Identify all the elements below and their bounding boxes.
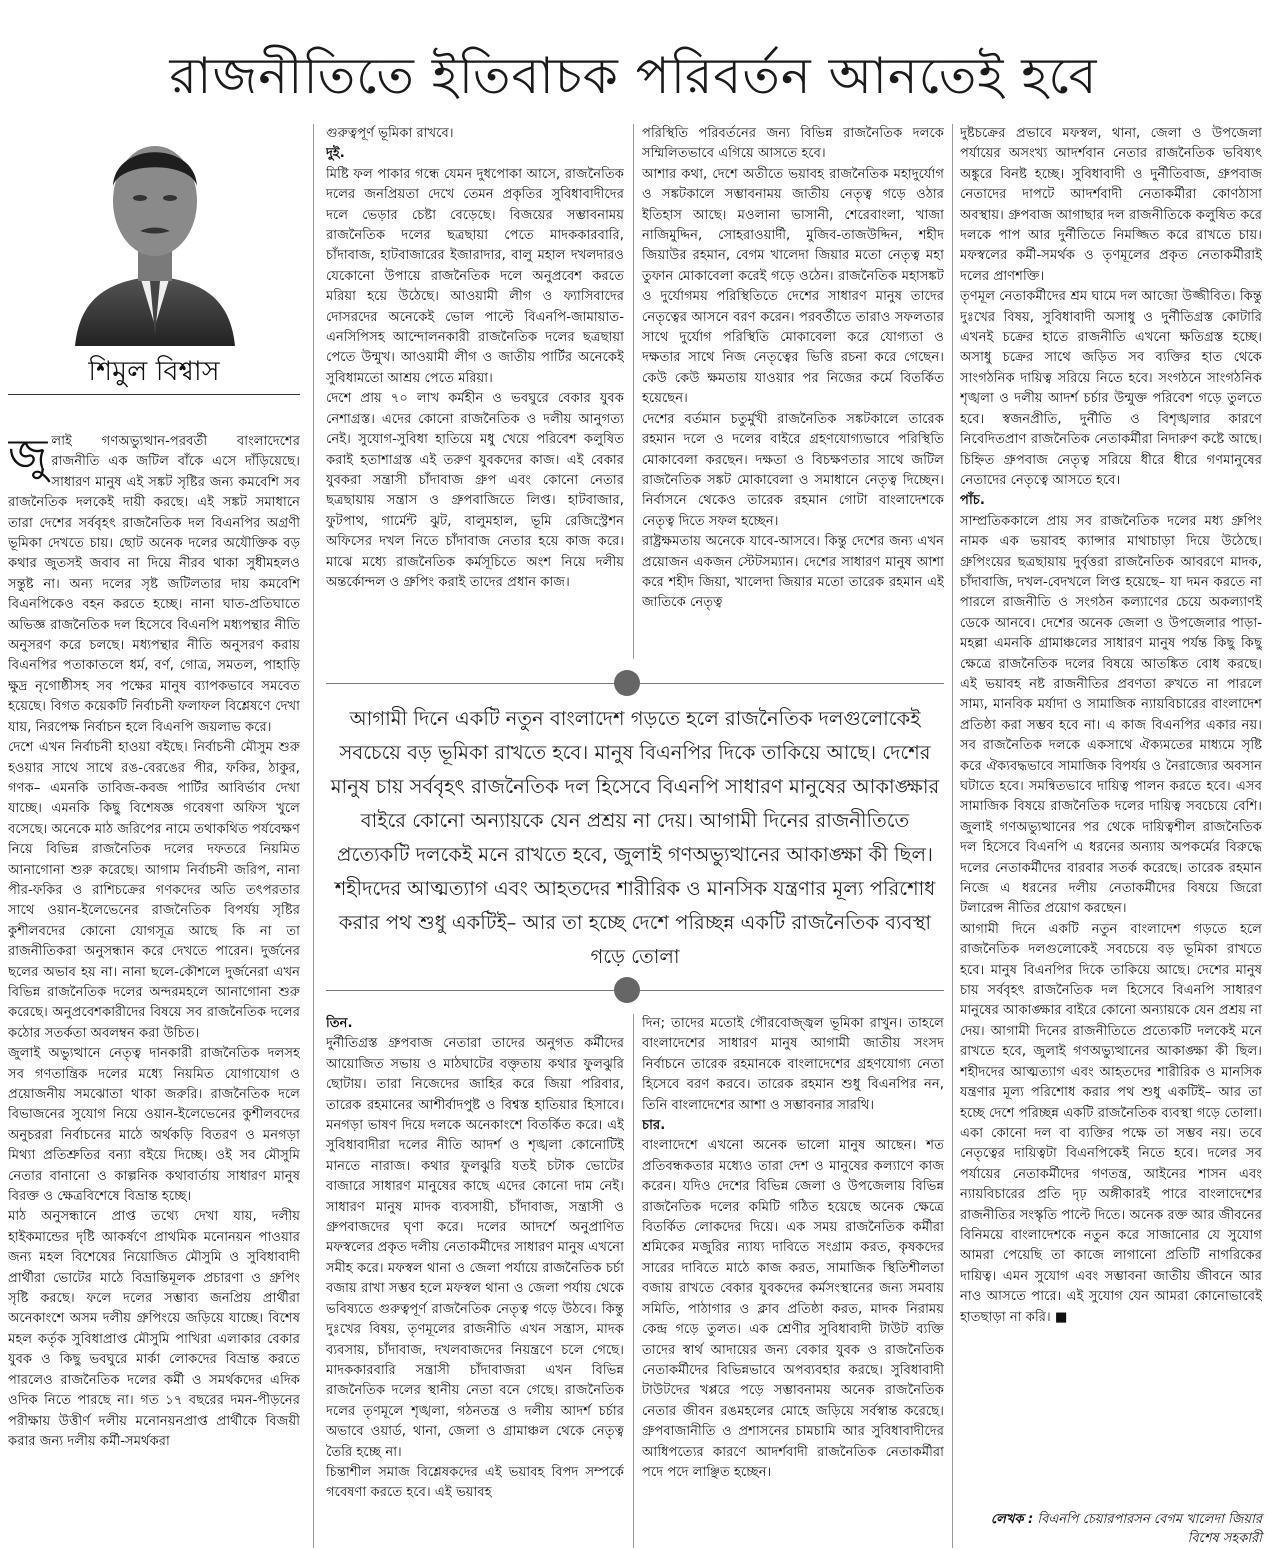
paragraph: মিষ্টি ফল পাকার গন্ধে যেমন দুধপোকা আসে, রাজনৈতিক দলের জনপ্রিয়তা দেখে তেমন প্রকৃতির সুবিধাবাদীদের দলে ভেড়ার চেষ্টা বেড়েছে। বিজয়ের সম্ভাবনাময় রাজনৈতিক দলের ছত্রছায়া পেতে মাদককারবারি, চাঁদাবাজ, হাটবাজারের ইজারাদার, বালু মহাল দখলদারও যেকোনো উপায়ে রাজনৈতিক দলে অনুপ্রবেশ করতে মরিয়া হয়ে উঠেছে। আওয়ামী লীগ ও ফ্যাসিবাদের দোসরদের অনেকেই ভোল পাল্টে বিএনপি-জামায়াত-এনসিপিসহ আন্দোলনকারী রাজনৈতিক দলের ছত্রছায়া পেতে উন্মুখ। আওয়ামী লীগ ও জাতীয় পার্টির অনেকেই সুবিধামতো আশ্রয় পেতে মরিয়া। [326,166,624,386]
pull-quote: আগামী দিনে একটি নতুন বাংলাদেশ গড়তে হলে রাজনৈতিক দলগুলোকেই সবচেয়ে বড় ভূমিকা রাখতে হবে। মানুষ বিএনপির দিকে তাকিয়ে আছে। দেশের মানুষ চায় সর্ববৃহৎ রাজনৈতিক দল হিসেবে বিএনপি সাধারণ মানুষের আকাঙ্ক্ষার বাইরে কোনো অন্যায়কে যেন প্রশ্রয় না দেয়। আগামী দিনের রাজনীতিতে প্রত্যেকটি দলকেই মনে রাখতে হবে, জুলাই গণঅভ্যুত্থানের আকাঙ্ক্ষা কী ছিল। শহীদদের আত্মত্যাগ এবং আহতদের শারীরিক ও মানসিক যন্ত্রণার মূল্য পরিশোধ করার পথ শুধু একটিই– আর তা হচ্ছে দেশে পরিচ্ছন্ন একটি রাজনৈতিক ব্যবস্থা গড়ে তোলা [330,707,940,968]
column-divider [313,124,314,1548]
headline: রাজনীতিতে ইতিবাচক পরিবর্তন আনতেই হবে [169,46,1098,105]
section-heading: চার. [642,1118,666,1134]
paragraph: আশার কথা, দেশে অতীতে ভয়াবহ রাজনৈতিক মহাদুর্যোগ ও সঙ্কটকালে সম্ভাবনাময় জাতীয় নেতৃত্ব গড়ে ওঠার ইতিহাস আছে। মওলানা ভাসানী, শেরেবাংলা, খাজা নাজিমুদ্দিন, সোহরাওয়ার্দী, মুজিব-তাজউদ্দিন, শহীদ জিয়াউর রহমান, বেগম খালেদা জিয়ার মতো নেতৃত্ব মহা তুফান মোকাবেলা করেই গড়ে ওঠেন। রাজনৈতিক মহাসঙ্কট ও দুর্যোগময় পরিস্থিতিতে দেশের সাধারণ মানুষ তাদের নেতৃত্বের আসনে বরণ করেন। পরবর্তীতে তারাও সফলতার সাথে দুর্যোগ পরিস্থিতি মোকাবেলা করে যোগ্যতা ও দক্ষতার সাথে নিজ নেতৃত্বের ভিত্তি রচনা করে গেছেন। কেউ কেউ ক্ষমতায় যাওয়ার পর নিজের কর্মে বিতর্কিত হয়েছেন। [642,166,944,407]
article-column-2-bottom [326,1014,624,1548]
paragraph: সাম্প্রতিককালে প্রায় সব রাজনৈতিক দলের মধ্য গ্রুপিং নামক এক ভয়াবহ ক্যান্সার মাথাচাড়া দিয়ে উঠেছে। গ্রুপিংয়ের ছত্রছায়ায় দুর্বৃত্তরা রাজনৈতিক আবরণে মাদক, চাঁদাবাজি, দখল-বেদখলে লিপ্ত হয়েছে– যা দমন করতে না পারলে রাজনীতি ও সংগঠন কল্যাণের চেয়ে অকল্যাণই ডেকে আনবে। দেশের অনেক জেলা ও উপজেলার পাড়া-মহল্লা এমনকি গ্রামাঞ্চলের সাধারণ মানুষ পর্যন্ত কিছু কিছু ক্ষেত্রে রাজনৈতিক দলের বিষয়ে আতঙ্কিত বোধ করছে। এই ভয়াবহ নষ্ট রাজনীতির প্রবণতা রুখতে না পারলে সাম্য, মানবিক মর্যাদা ও সামাজিক ন্যায়বিচারের বাংলাদেশ প্রতিষ্ঠা করা সম্ভব হবে না। এ কাজ বিএনপির একার নয়। সব রাজনৈতিক দলকে একসাথে ঐক্যমতের মাধ্যমে সৃষ্টি করে ঐক্যবদ্ধভাবে সামাজিক বিপর্যয় ও নৈরাজ্যের অবসান ঘটাতে হবে। সমন্বিতভাবে দায়িত্ব পালন করতে হবে। এসব সামাজিক বিষয়ে রাজনৈতিক দলের দায়িত্ব সবচেয়ে বেশি। জুলাই গণঅভ্যুত্থানের পর থেকে দায়িত্বশীল রাজনৈতিক দল হিসেবে বিএনপি এ ধরনের অন্যায় অপকর্মের বিরুদ্ধে দলের নেতাকর্মীদের বারবার সতর্ক করেছে। তারেক রহমান নিজে এ ধরনের দলীয় নেতাকর্মীদের বিষয়ে জিরো টলারেন্স নীতির প্রয়োগ করছেন। [960,513,1262,917]
paragraph: দেশের বর্তমান চতুর্মুখী রাজনৈতিক সঙ্কটকালে তারেক রহমান দলে ও দলের বাইরে গ্রহণযোগ্যভাবে পরিস্থিতি মোকাবেলা করছেন। দক্ষতা ও বিচক্ষণতার সাথে জটিল রাজনৈতিক সঙ্কট মোকাবেলা ও সমাধানে নেতৃত্ব দিচ্ছেন। নির্বাসনে থেকেও তারেক রহমান গোটা বাংলাদেশকে নেতৃত্ব দিতে সফল হচ্ছেন। [642,411,944,529]
divider [8,394,300,395]
column-divider [633,124,634,659]
paragraph: দেশে এখন নির্বাচনী হাওয়া বইছে। নির্বাচনী মৌসুম শুরু হওয়ার সাথে সাথে রঙ-বেরঙের পীর, ফকির, ঠাকুর, গণক– এমনকি তাবিজ-কবজ পার্টির আবির্ভাব দেখা যাচ্ছে। এমনকি কিছু বিশেষজ্ঞ গবেষণা অফিস খুলে বসেছে। অনেকে মাঠ জরিপের নামে তথাকথিত পর্যবেক্ষণ নিয়ে বিভিন্ন রাজনৈতিক দলের দফতরে নিয়মিত আনাগোনা শুরু করেছে। আগাম নির্বাচনী জরিপ, নানা পীর-ফকির ও রাশিচক্রের গণকদের অতি তৎপরতার সাথে ওয়ান-ইলেভেনের রাজনৈতিক বিপর্যয় সৃষ্টির কুশীলবদের কোনো যোগসূত্র আছে কি না তা রাজনীতিকরা অনুসন্ধান করে দেখতে পারেন। দুর্জনের ছলের অভাব হয় না। নানা ছলে-কৌশলে দুর্জনেরা এখন বিভিন্ন রাজনৈতিক দলের অন্দরমহলে আনাগোনা শুরু করেছে। অনুপ্রবেশকারীদের বিষয়ে সব রাজনৈতিক দলের কঠোর সতর্কতা অবলম্বন করা উচিত। [8,740,300,1041]
paragraph: দুষ্টচক্রের প্রভাবে মফস্বল, থানা, জেলা ও উপজেলা পর্যায়ের অসংখ্য আদর্শবান নেতার রাজনৈতিক ভবিষ্যৎ অঙ্কুরে বিনষ্ট হচ্ছে। সুবিধাবাদী ও দুর্নীতিবাজ, গ্রুপবাজ নেতাদের দাপটে আদর্শবাদী নেতাকর্মীরা কোণঠাসা অবস্থায়। গ্রুপবাজ আগাছার দল রাজনীতিকে কলুষিত করে দলকে পাপ আর দুর্নীতিতে নিমজ্জিত করে রাখতে চায়। মফস্বলের কর্মী-সমর্থক ও তৃণমূলের প্রকৃত নেতাকর্মীরাই দলের প্রাণশক্তি। [960,126,1262,284]
column-divider [952,124,953,1548]
article-column-4 [960,124,1262,1504]
article-column-3-bottom [642,1014,944,1548]
pullquote-dot-icon [614,977,640,1003]
paragraph: বাংলাদেশে এখনো অনেক ভালো মানুষ আছেন। শত প্রতিবন্ধকতার মধ্যেও তারা দেশ ও মানুষের কল্যাণে কাজ করেন। যদিও দেশের বিভিন্ন জেলা ও উপজেলায় বিভিন্ন রাজনৈতিক দলের কমিটি গঠিত হয়েছে অনেক ক্ষেত্রে বিতর্কিত লোকদের দিয়ে। এক সময় রাজনৈতিক কর্মীরা শ্রমিকের মজুরির ন্যায্য দাবিতে সংগ্রাম করত, কৃষকদের সারের দাবিতে মাঠে কাজ করত, সামাজিক স্থিতিশীলতা বজায় রাখতে বেকার যুবকদের কর্মসংস্থানের জন্য সমবায় সমিতি, পাঠাগার ও ক্লাব প্রতিষ্ঠা করত, মাদক নিরাময় কেন্দ্র গড়ে তুলত। এক শ্রেণীর সুবিধাবাদী টাউট ব্যক্তি তাদের স্বার্থ আদায়ের জন্য বেকার যুবক ও রাজনৈতিক নেতাকর্মীদের বিভিন্নভাবে অপব্যবহার করছে। সুবিধাবাদী টাউটদের খপ্পরে পড়ে সম্ভাবনাময় অনেক রাজনৈতিক নেতার জীবন রঙমহলের মোহে জড়িয়ে সর্বস্বান্ত করেছে। গ্রুপবাজানীতি ও প্রশাসনের চামচামি আর সুবিধাবাদীদের আধিপত্যের কারণে আদর্শবাদী রাজনৈতিক নেতাকর্মীরা পদে পদে লাঞ্ছিত হচ্ছেন। [642,1138,944,1480]
article-column-3-top [642,124,944,656]
author-note-text: বিএনপি চেয়ারপারসন বেগম খালেদা জিয়ার বিশেষ সহকারী [1037,1512,1262,1546]
drop-cap: জু [8,432,48,481]
paragraph: তৃণমূল নেতাকর্মীদের শ্রম ঘামে দল আজো উজ্জীবিত। কিন্তু দুঃখের বিষয়, সুবিধাবাদী অসাধু ও দুর্নীতিগ্রস্ত কোটারি এখনই চক্রের হাতে রাজনীতি এখনো ক্ষতিগ্রস্ত হচ্ছে। অসাধু চক্রের সাথে জড়িত সব ব্যক্তির হাত থেকে সাংগঠনিক দায়িত্ব সরিয়ে নিতে হবে। সংগঠনে সাংগঠনিক শৃঙ্খলা ও দলীয় আদর্শ চর্চার উন্মুক্ত পরিবেশ গড়ে তুলতে হবে। স্বজনপ্রীতি, দুর্নীতি ও বিশৃঙ্খলার কারণে নিবেদিতপ্রাণ রাজনৈতিক নেতাকর্মীরা নিদারুণ কষ্টে আছে। চিহ্নিত গ্রুপবাজ নেতৃত্ব সরিয়ে ধীরে ধীরে গণমানুষের নেতাদের নেতৃত্বে আসতে হবে। [960,289,1262,488]
paragraph: মাঠ অনুসন্ধানে প্রাপ্ত তথ্যে দেখা যায়, দলীয় হাইকমান্ডের দৃষ্টি আকর্ষণে প্রাথমিক মনোনয়ন পাওয়ার জন্য মহল বিশেষের নিয়োজিত মৌসুমি ও সুবিধাবাদী প্রার্থীরা ভোটের মাঠে বিভ্রান্তিমূলক প্রচারণা ও গ্রুপিং সৃষ্টি করছে। ফলে দলের সম্ভাব্য জনপ্রিয় প্রার্থীরা অনেকাংশে অসম দলীয় গ্রুপিংয়ে জড়িয়ে যাচ্ছে। বিশেষ মহল কর্তৃক সুবিধাপ্রাপ্ত মৌসুমি পাখিরা এলাকার বেকার যুবক ও কিছু ভবঘুরে মার্কা লোকদের বিভ্রান্ত করতে পারলেও রাজনৈতিক দলের কর্মী ও সমর্থকদের এদিক ওদিক নিতে পারছে না। গত ১৭ বছরের দমন-পীড়নের পরীক্ষায় উত্তীর্ণ দলীয় মনোনয়নপ্রাপ্ত প্রার্থীকে বিজয়ী করার জন্য দলীয় কর্মী-সমর্থকরা [8,1209,300,1449]
article-column-1 [8,432,300,1547]
paragraph: লাই গণঅভ্যুত্থান-পরবর্তী বাংলাদেশের রাজনীতি এক জটিল বাঁকে এসে দাঁড়িয়েছে। সাধারণ মানুষ এই সঙ্কট সৃষ্টির জন্য কমবেশি সব রাজনৈতিক দলকেই দায়ী করছে। এই সঙ্কট সমাধানে তারা দেশের সর্ববৃহৎ রাজনৈতিক দল বিএনপির অগ্রণী ভূমিকা দেখতে চায়। ছোট অনেক দলের অযৌক্তিক বড় কথার জুতসই জবাব না দিয়ে নীরব থাকা সুধীমহলও সন্তুষ্ট না। অন্য দলের সৃষ্ট জটিলতার দায় কমবেশি বিএনপিকেও বহন করতে হচ্ছে। নানা ঘাত-প্রতিঘাতে অভিজ্ঞ রাজনৈতিক দল হিসেবে বিএনপি মধ্যপন্থার নীতি অনুসরণ করে চলছে। মধ্যপন্থার নীতি অনুসরণ করায় বিএনপির পতাকাতলে ধর্ম, বর্ণ, গোত্র, সমতল, পাহাড়ি ক্ষুদ্র নৃগোষ্ঠীসহ সব পক্ষের মানুষ ব্যাপকভাবে সমবেত হয়েছে। বিগত কয়েকটি নির্বাচনী ফলাফল বিশ্লেষণে দেখা যায়, নিরপেক্ষ নির্বাচন হলে বিএনপি জয়লাভ করে। [8,434,300,735]
paragraph: দেশে প্রায় ৭০ লাখ কর্মহীন ও ভবঘুরে বেকার যুবক নেশাগ্রস্ত। এদের কোনো রাজনৈতিক ও দলীয় আনুগত্য নেই। সুযোগ-সুবিধা হাতিয়ে মধু খেয়ে পরিবেশ কলুষিত করাই হতাশাগ্রস্ত এই তরুণ যুবকদের কাজ। এই বেকার যুবকরা সন্ত্রাসী চাঁদাবাজ গ্রুপ এবং কোনো নেতার ছত্রছায়ায় সন্ত্রাস ও গ্রুপবাজিতে লিপ্ত। হাটবাজার, ফুটপাথ, গার্মেন্ট ঝুট, বালুমহাল, ভূমি রেজিস্ট্রেশন অফিসের দখল নিতে চাঁদাবাজ নেতার হয়ে কাজ করে। মাঝে মধ্যে রাজনৈতিক কর্মসূচিতে অংশ নিয়ে দলীয় অন্তর্কোন্দল ও গ্রুপিং করাই তাদের প্রধান কাজ। [326,391,624,590]
paragraph: দিন; তাদের মতোই গৌরবোজ্জ্বল ভূমিকা রাখুন। তাহলে বাংলাদেশের সাধারণ মানুষ আগামী জাতীয় সংসদ নির্বাচনে তারেক রহমানকে বাংলাদেশের গ্রহণযোগ্য নেতা হিসেবে বরণ করবে। তারেক রহমান শুধু বিএনপির নন, তিনি বাংলাদেশের আশা ও সম্ভাবনার সারথি। [642,1016,944,1113]
section-heading: তিন. [326,1016,353,1031]
author-note [960,1510,1262,1548]
paragraph: চিন্তাশীল সমাজ বিশ্লেষকদের এই ভয়াবহ বিপদ সম্পর্কে গবেষণা করতে হবে। এই ভয়াবহ [326,1464,624,1501]
paragraph: রাষ্ট্রক্ষমতায় অনেকে যাবে-আসবে। কিন্তু দেশের জন্য এখন প্রয়োজন একজন স্টেটসম্যান। দেশের সাধারণ মানুষ আশা করে শহীদ জিয়া, খালেদা জিয়ার মতো তারেক রহমান এই জাতিকে নেতৃত্ব [642,534,944,611]
paragraph: পরিস্থিতি পরিবর্তনের জন্য বিভিন্ন রাজনৈতিক দলকে সম্মিলিতভাবে এগিয়ে আসতে হবে। [642,126,944,162]
pullquote-dot-icon [614,670,640,696]
paragraph: গুরুত্বপূর্ণ ভূমিকা রাখবে। [326,126,454,141]
article-column-2-top [326,124,624,656]
column-divider [633,1014,634,1548]
paragraph: দুর্নীতিগ্রস্ত গ্রুপবাজ নেতারা তাদের অনুগত কর্মীদের আয়োজিত সভায় ও মাঠঘাটের বক্তৃতায় কথার ফুলঝুরি ছোটায়। তারা নিজেদের জাহির করে জিয়া পরিবার, তারেক রহমানের আশীর্বাদপুষ্ট ও বিশ্বস্ত হাতিয়ার হিসাবে। মনগড়া ভাষণ দিয়ে দলকে অনেকাংশে বিতর্কিত করে। এই সুবিধাবাদীরা দলের নীতি আদর্শ ও শৃঙ্খলা কোনোটিই মানতে নারাজ। কথার ফুলঝুরি যতই চটাক ভোটের বাজারে সাধারণ মানুষের কাছে এদের কোনো দাম নেই। সাধারণ মানুষ মাদক ব্যবসায়ী, চাঁদাবাজ, সন্ত্রাসী ও গ্রুপবাজদের ঘৃণা করে। দলের আদর্শে অনুপ্রাণিত মফস্বলের প্রকৃত দলীয় নেতাকর্মীদের সাধারণ মানুষ এখনো সমীহ করে। মফস্বল থানা ও জেলা পর্যায়ে রাজনৈতিক চর্চা বজায় রাখা সম্ভব হলে মফস্বল থানা ও জেলা পর্যায় থেকে ভবিষ্যতে গুরুত্বপূর্ণ রাজনৈতিক নেতৃত্ব গড়ে উঠবে। কিন্তু দুঃখের বিষয়, তৃণমূলের রাজনীতি এখন সন্ত্রাস, মাদক ব্যবসায়, চাঁদাবাজ, দখলবাজদের নিয়ন্ত্রণে চলে গেছে। মাদককারবারি সন্ত্রাসী চাঁদাবাজরা এখন বিভিন্ন রাজনৈতিক দলের স্থানীয় নেতা বনে গেছে। রাজনৈতিক দলের তৃণমূলে শৃঙ্খলা, গঠনতন্ত্র ও দলীয় আদর্শ চর্চার অভাবে ওয়ার্ড, থানা, জেলা ও গ্রামাঞ্চল থেকে নেতৃত্ব তৈরি হচ্ছে না। [326,1036,624,1460]
author-photo [70,96,240,346]
section-heading: পাঁচ. [960,493,985,509]
paragraph: আগামী দিনে একটি নতুন বাংলাদেশ গড়তে হলে রাজনৈতিক দলগুলোকেই সবচেয়ে বড় ভূমিকা রাখতে হবে। মানুষ বিএনপির দিকে তাকিয়ে আছে। দেশের মানুষ চায় সর্ববৃহৎ রাজনৈতিক দল হিসেবে বিএনপি সাধারণ মানুষের আকাঙ্ক্ষার বাইরে কোনো অন্যায়কে যেন প্রশ্রয় না দেয়। আগামী দিনের রাজনীতিতে প্রত্যেকটি দলকেই মনে রাখতে হবে, জুলাই গণঅভ্যুত্থানের আকাঙ্ক্ষা কী ছিল। শহীদদের আত্মত্যাগ এবং আহতদের শারীরিক ও মানসিক যন্ত্রণার মূল্য পরিশোধ করার পথ শুধু একটিই– আর তা হচ্ছে দেশে পরিচ্ছন্ন একটি রাজনৈতিক ব্যবস্থা গড়ে তোলা। একা কোনো দল বা ব্যক্তির পক্ষে তা সম্ভব নয়। তবে নেতৃত্বের দায়িত্বটা বিএনপিকেই নিতে হবে। দলের সব পর্যায়ের নেতাকর্মীদের গণতন্ত্র, আইনের শাসন এবং ন্যায়বিচারের প্রতি দৃঢ় অঙ্গীকারই পারে বাংলাদেশের রাজনীতির সংস্কৃতি পাল্টে দিতে। অনেক রক্ত আর জীবনের বিনিময়ে বাংলাদেশকে নতুন করে সাজানোর যে সুযোগ আমরা পেয়েছি তা কাজে লাগানো প্রতিটি নাগরিকের দায়িত্ব। এমন সুযোগ এবং সম্ভাবনা জাতীয় জীবনে আর নাও আসতে পারে। এই সুযোগ যেন আমরা কোনোভাবেই হাতছাড়া না করি। ■ [960,921,1262,1325]
author-note-label: লেখক : [990,1512,1034,1527]
section-heading: দুই. [326,146,345,162]
author-byline: শিমুল বিশ্বাস [88,356,220,387]
paragraph: জুলাই অভ্যুত্থানে নেতৃত্ব দানকারী রাজনৈতিক দলসহ সব গণতান্ত্রিক দলের মধ্যে নিয়মিত যোগাযোগ ও প্রয়োজনীয় সমঝোতা থাকা জরুরি। রাজনৈতিক দলে বিভাজনের সুযোগ নিয়ে ওয়ান-ইলেভেনের কুশীলবদের অনুচররা নির্বাচনের মাঠে অর্থকড়ি বিতরণ ও মনগড়া মিথ্যা প্রতিশ্রুতির বন্যা বইয়ে দিচ্ছে। ওই সব মৌসুমি নেতার বানানো ও কাল্পনিক কথাবার্তায় সাধারণ মানুষ বিরক্ত ও ক্ষেত্রবিশেষে বিভ্রান্ত হচ্ছে। [8,1046,300,1205]
